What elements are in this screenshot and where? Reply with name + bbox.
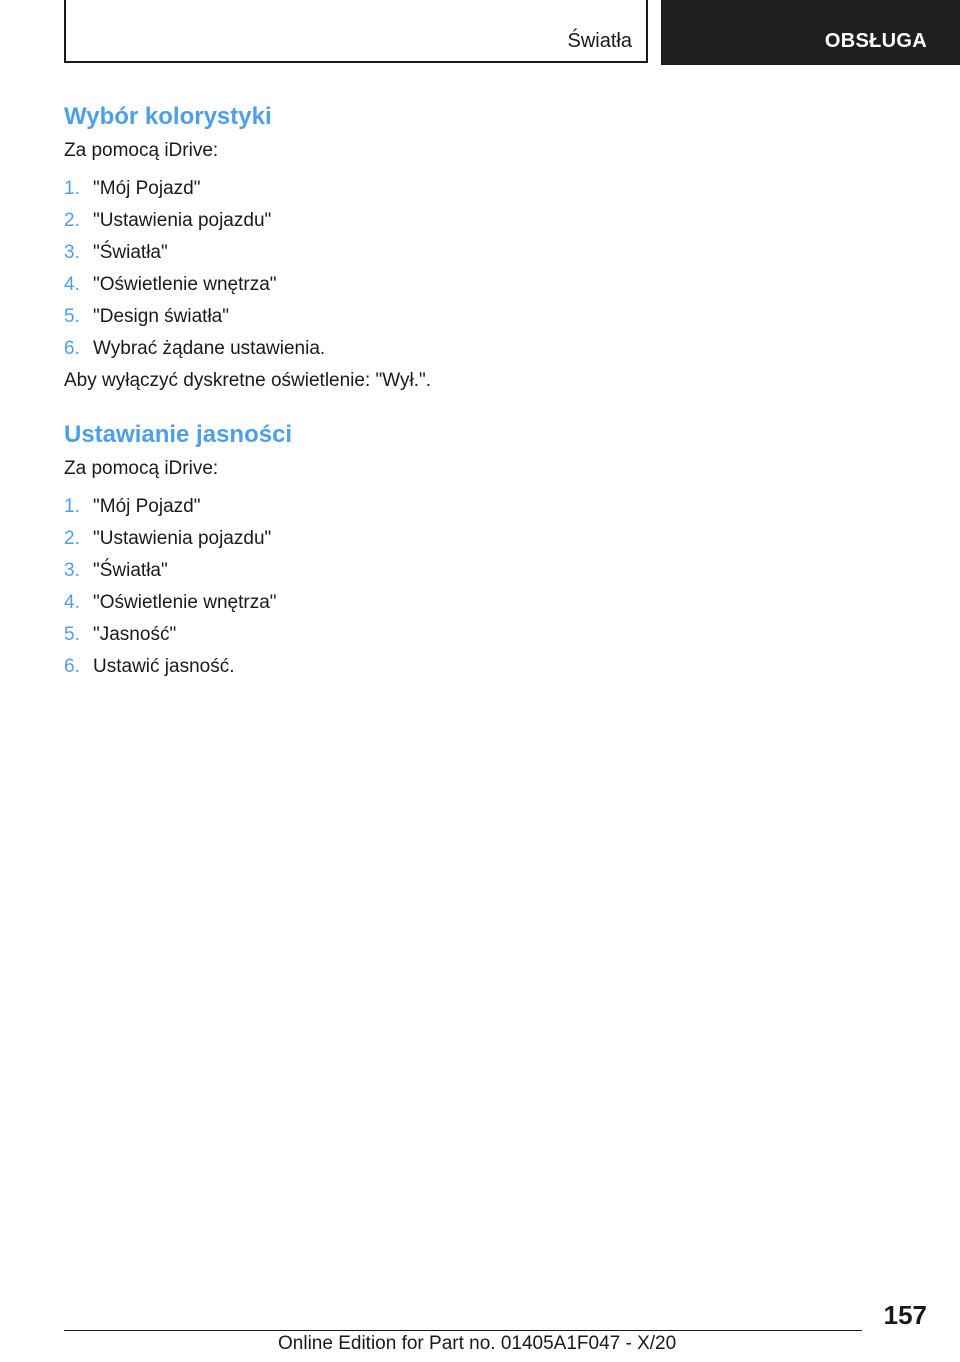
step-number: 4. (64, 274, 80, 295)
header-frame (64, 0, 648, 63)
step-item (64, 336, 664, 362)
page-content (64, 100, 664, 686)
step-item (64, 176, 664, 202)
step-number: 3. (64, 242, 80, 263)
footer-divider (64, 1330, 862, 1331)
step-number: 1. (64, 496, 80, 517)
step-number: 1. (64, 178, 80, 199)
section-note: Aby wyłączyć dyskretne oświetlenie: "Wył.". (64, 370, 432, 391)
step-text: "Design światła" (93, 306, 229, 327)
step-text: "Światła" (93, 242, 168, 263)
section-heading: Wybór kolorystyki (64, 103, 272, 130)
step-item (64, 272, 664, 298)
step-text: "Ustawienia pojazdu" (93, 210, 272, 231)
step-item (64, 558, 664, 584)
section-intro: Za pomocą iDrive: (64, 140, 219, 161)
steps-list (64, 494, 664, 680)
step-number: 3. (64, 560, 80, 581)
section-brightness (64, 418, 664, 680)
step-text: Ustawić jasność. (93, 656, 235, 677)
section-intro: Za pomocą iDrive: (64, 458, 219, 479)
step-text: "Oświetlenie wnętrza" (93, 592, 277, 613)
step-number: 6. (64, 338, 80, 359)
step-text: "Mój Pojazd" (93, 496, 201, 517)
step-text: "Oświetlenie wnętrza" (93, 274, 277, 295)
steps-list (64, 176, 664, 362)
step-number: 2. (64, 528, 80, 549)
step-text: "Jasność" (93, 624, 177, 645)
section-color-selection (64, 100, 664, 394)
step-item (64, 494, 664, 520)
step-text: "Ustawienia pojazdu" (93, 528, 272, 549)
header-chapter-label: OBSŁUGA (824, 30, 927, 52)
header-section-title: Światła (567, 30, 632, 52)
step-number: 2. (64, 210, 80, 231)
step-item (64, 526, 664, 552)
section-heading: Ustawianie jasności (64, 421, 293, 448)
step-text: "Mój Pojazd" (93, 178, 201, 199)
step-item (64, 654, 664, 680)
step-text: "Światła" (93, 560, 168, 581)
step-item (64, 304, 664, 330)
step-number: 5. (64, 624, 80, 645)
footer-edition-text: Online Edition for Part no. 01405A1F047 - X/20 (278, 1333, 677, 1354)
step-text: Wybrać żądane ustawienia. (93, 338, 326, 359)
step-item (64, 208, 664, 234)
step-item (64, 240, 664, 266)
page-number: 157 (883, 1300, 927, 1330)
step-number: 4. (64, 592, 80, 613)
header-chapter-tab (661, 0, 960, 65)
step-item (64, 590, 664, 616)
step-number: 6. (64, 656, 80, 677)
step-item (64, 622, 664, 648)
step-number: 5. (64, 306, 80, 327)
